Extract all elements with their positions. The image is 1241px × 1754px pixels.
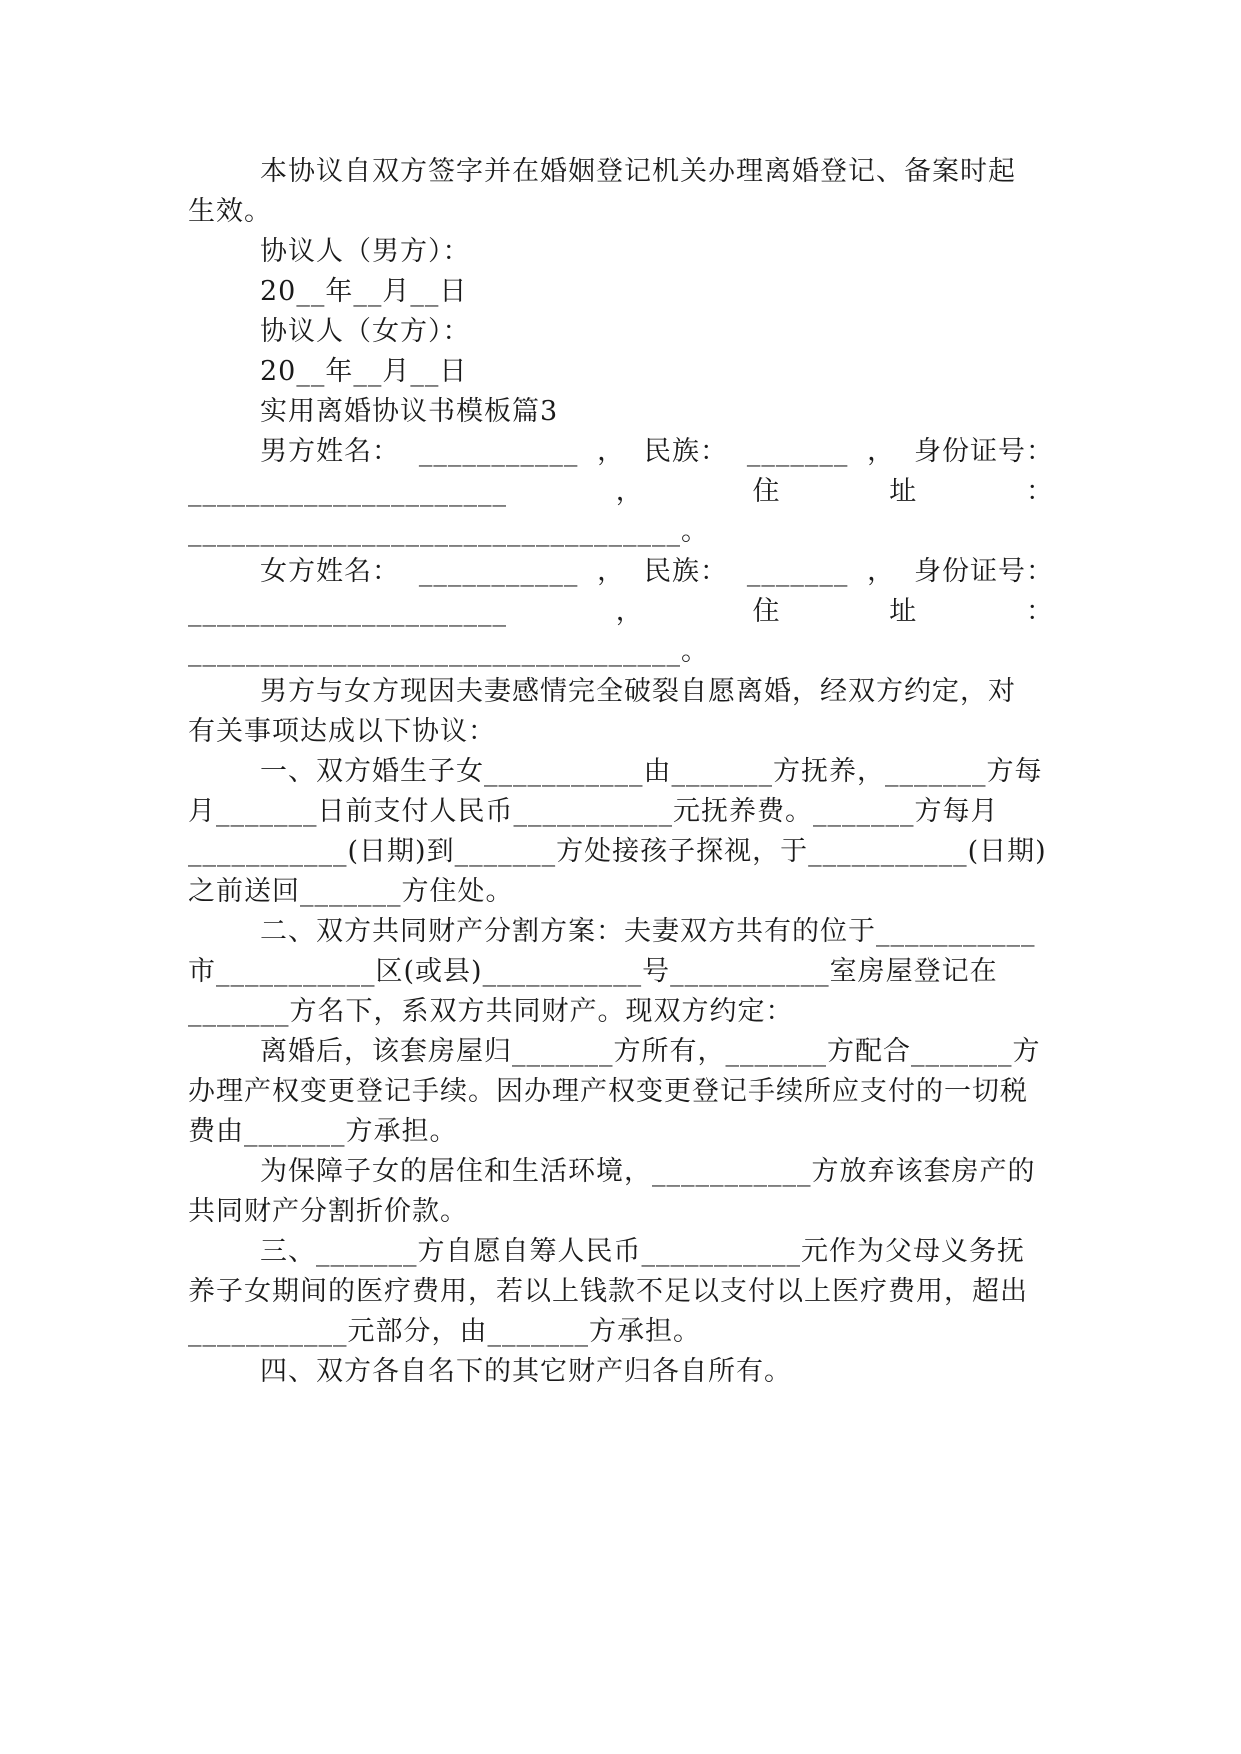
signatory-female-label: 协议人（女方）： bbox=[260, 316, 471, 347]
female-ethnicity-blank: _______ bbox=[746, 556, 849, 587]
female-name-blank: ___________ bbox=[418, 556, 579, 587]
male-address-line bbox=[188, 472, 1054, 512]
signatory-female-date: 20__年__月__日 bbox=[260, 356, 468, 387]
clause3-line2: 养子女期间的医疗费用，若以上钱款不足以支付以上医疗费用，超出 bbox=[188, 1276, 1028, 1307]
female-id-label: 身份证号： bbox=[913, 556, 1054, 587]
male-address-char1: 住 bbox=[752, 476, 781, 507]
clause1-line2: 月_______日前支付人民币___________元抚养费。_______方每月 bbox=[188, 796, 999, 827]
male-address-blank: __________________________________。 bbox=[188, 516, 709, 547]
male-ethnicity-blank: _______ bbox=[746, 436, 849, 467]
property-line3: 费由_______方承担。 bbox=[188, 1116, 458, 1147]
housing-line1: 为保障子女的居住和生活环境，___________方放弃该套房产的 bbox=[260, 1156, 1036, 1187]
paragraph-effective-line1: 本协议自双方签字并在婚姻登记机关办理离婚登记、备案时起 bbox=[260, 156, 1016, 187]
female-sep1: ， bbox=[597, 556, 626, 587]
clause1-line4: 之前送回_______方住处。 bbox=[188, 876, 514, 907]
property-line1: 离婚后，该套房屋归_______方所有，_______方配合_______方 bbox=[260, 1036, 1041, 1067]
female-address-line bbox=[188, 592, 1054, 632]
male-ethnicity-label: 民族： bbox=[643, 436, 728, 467]
male-name-label: 男方姓名： bbox=[260, 436, 400, 467]
clause3-line1: 三、_______方自愿自筹人民币___________元作为父母义务抚 bbox=[260, 1236, 1025, 1267]
male-address-char2: 址 bbox=[889, 476, 918, 507]
female-address-char2: 址 bbox=[889, 596, 918, 627]
preamble-line2: 有关事项达成以下协议： bbox=[188, 716, 496, 747]
male-info-line bbox=[260, 432, 1054, 472]
male-address-colon: ： bbox=[1026, 476, 1054, 507]
clause1-line1: 一、双方婚生子女___________由_______方抚养，_______方每 bbox=[260, 756, 1043, 787]
clause2-line2: 市___________区(或县)___________号___________室房屋登记在 bbox=[188, 956, 998, 987]
female-address-blank: __________________________________。 bbox=[188, 636, 709, 667]
paragraph-effective-line2: 生效。 bbox=[188, 196, 272, 227]
signatory-male-label: 协议人（男方）： bbox=[260, 236, 471, 267]
clause1-line3: ___________(日期)到_______方处接孩子探视，于___________(日期) bbox=[188, 836, 1047, 867]
clause2-line3: _______方名下，系双方共同财产。现双方约定： bbox=[188, 996, 794, 1027]
male-id-label: 身份证号： bbox=[913, 436, 1054, 467]
property-line2: 办理产权变更登记手续。因办理产权变更登记手续所应支付的一切税 bbox=[188, 1076, 1028, 1107]
female-address-colon: ： bbox=[1026, 596, 1054, 627]
female-address-comma: ， bbox=[615, 596, 644, 627]
clause4-line1: 四、双方各自名下的其它财产归各自所有。 bbox=[260, 1356, 792, 1387]
male-name-blank: ___________ bbox=[418, 436, 579, 467]
female-info-line bbox=[260, 552, 1054, 592]
female-address-char1: 住 bbox=[752, 596, 781, 627]
preamble-line1: 男方与女方现因夫妻感情完全破裂自愿离婚，经双方约定，对 bbox=[260, 676, 1016, 707]
male-address-comma: ， bbox=[615, 476, 644, 507]
male-id-blank: ______________________ bbox=[188, 476, 507, 507]
clause2-line1: 二、双方共同财产分割方案：夫妻双方共有的位于___________ bbox=[260, 916, 1036, 947]
female-sep2: ， bbox=[867, 556, 896, 587]
signatory-male-date: 20__年__月__日 bbox=[260, 276, 468, 307]
clause3-line3: ___________元部分，由_______方承担。 bbox=[188, 1316, 701, 1347]
housing-line2: 共同财产分割折价款。 bbox=[188, 1196, 468, 1227]
female-ethnicity-label: 民族： bbox=[643, 556, 728, 587]
male-sep2: ， bbox=[867, 436, 896, 467]
female-name-label: 女方姓名： bbox=[260, 556, 400, 587]
female-id-blank: ______________________ bbox=[188, 596, 507, 627]
male-sep1: ， bbox=[597, 436, 626, 467]
section-title: 实用离婚协议书模板篇3 bbox=[260, 396, 559, 427]
